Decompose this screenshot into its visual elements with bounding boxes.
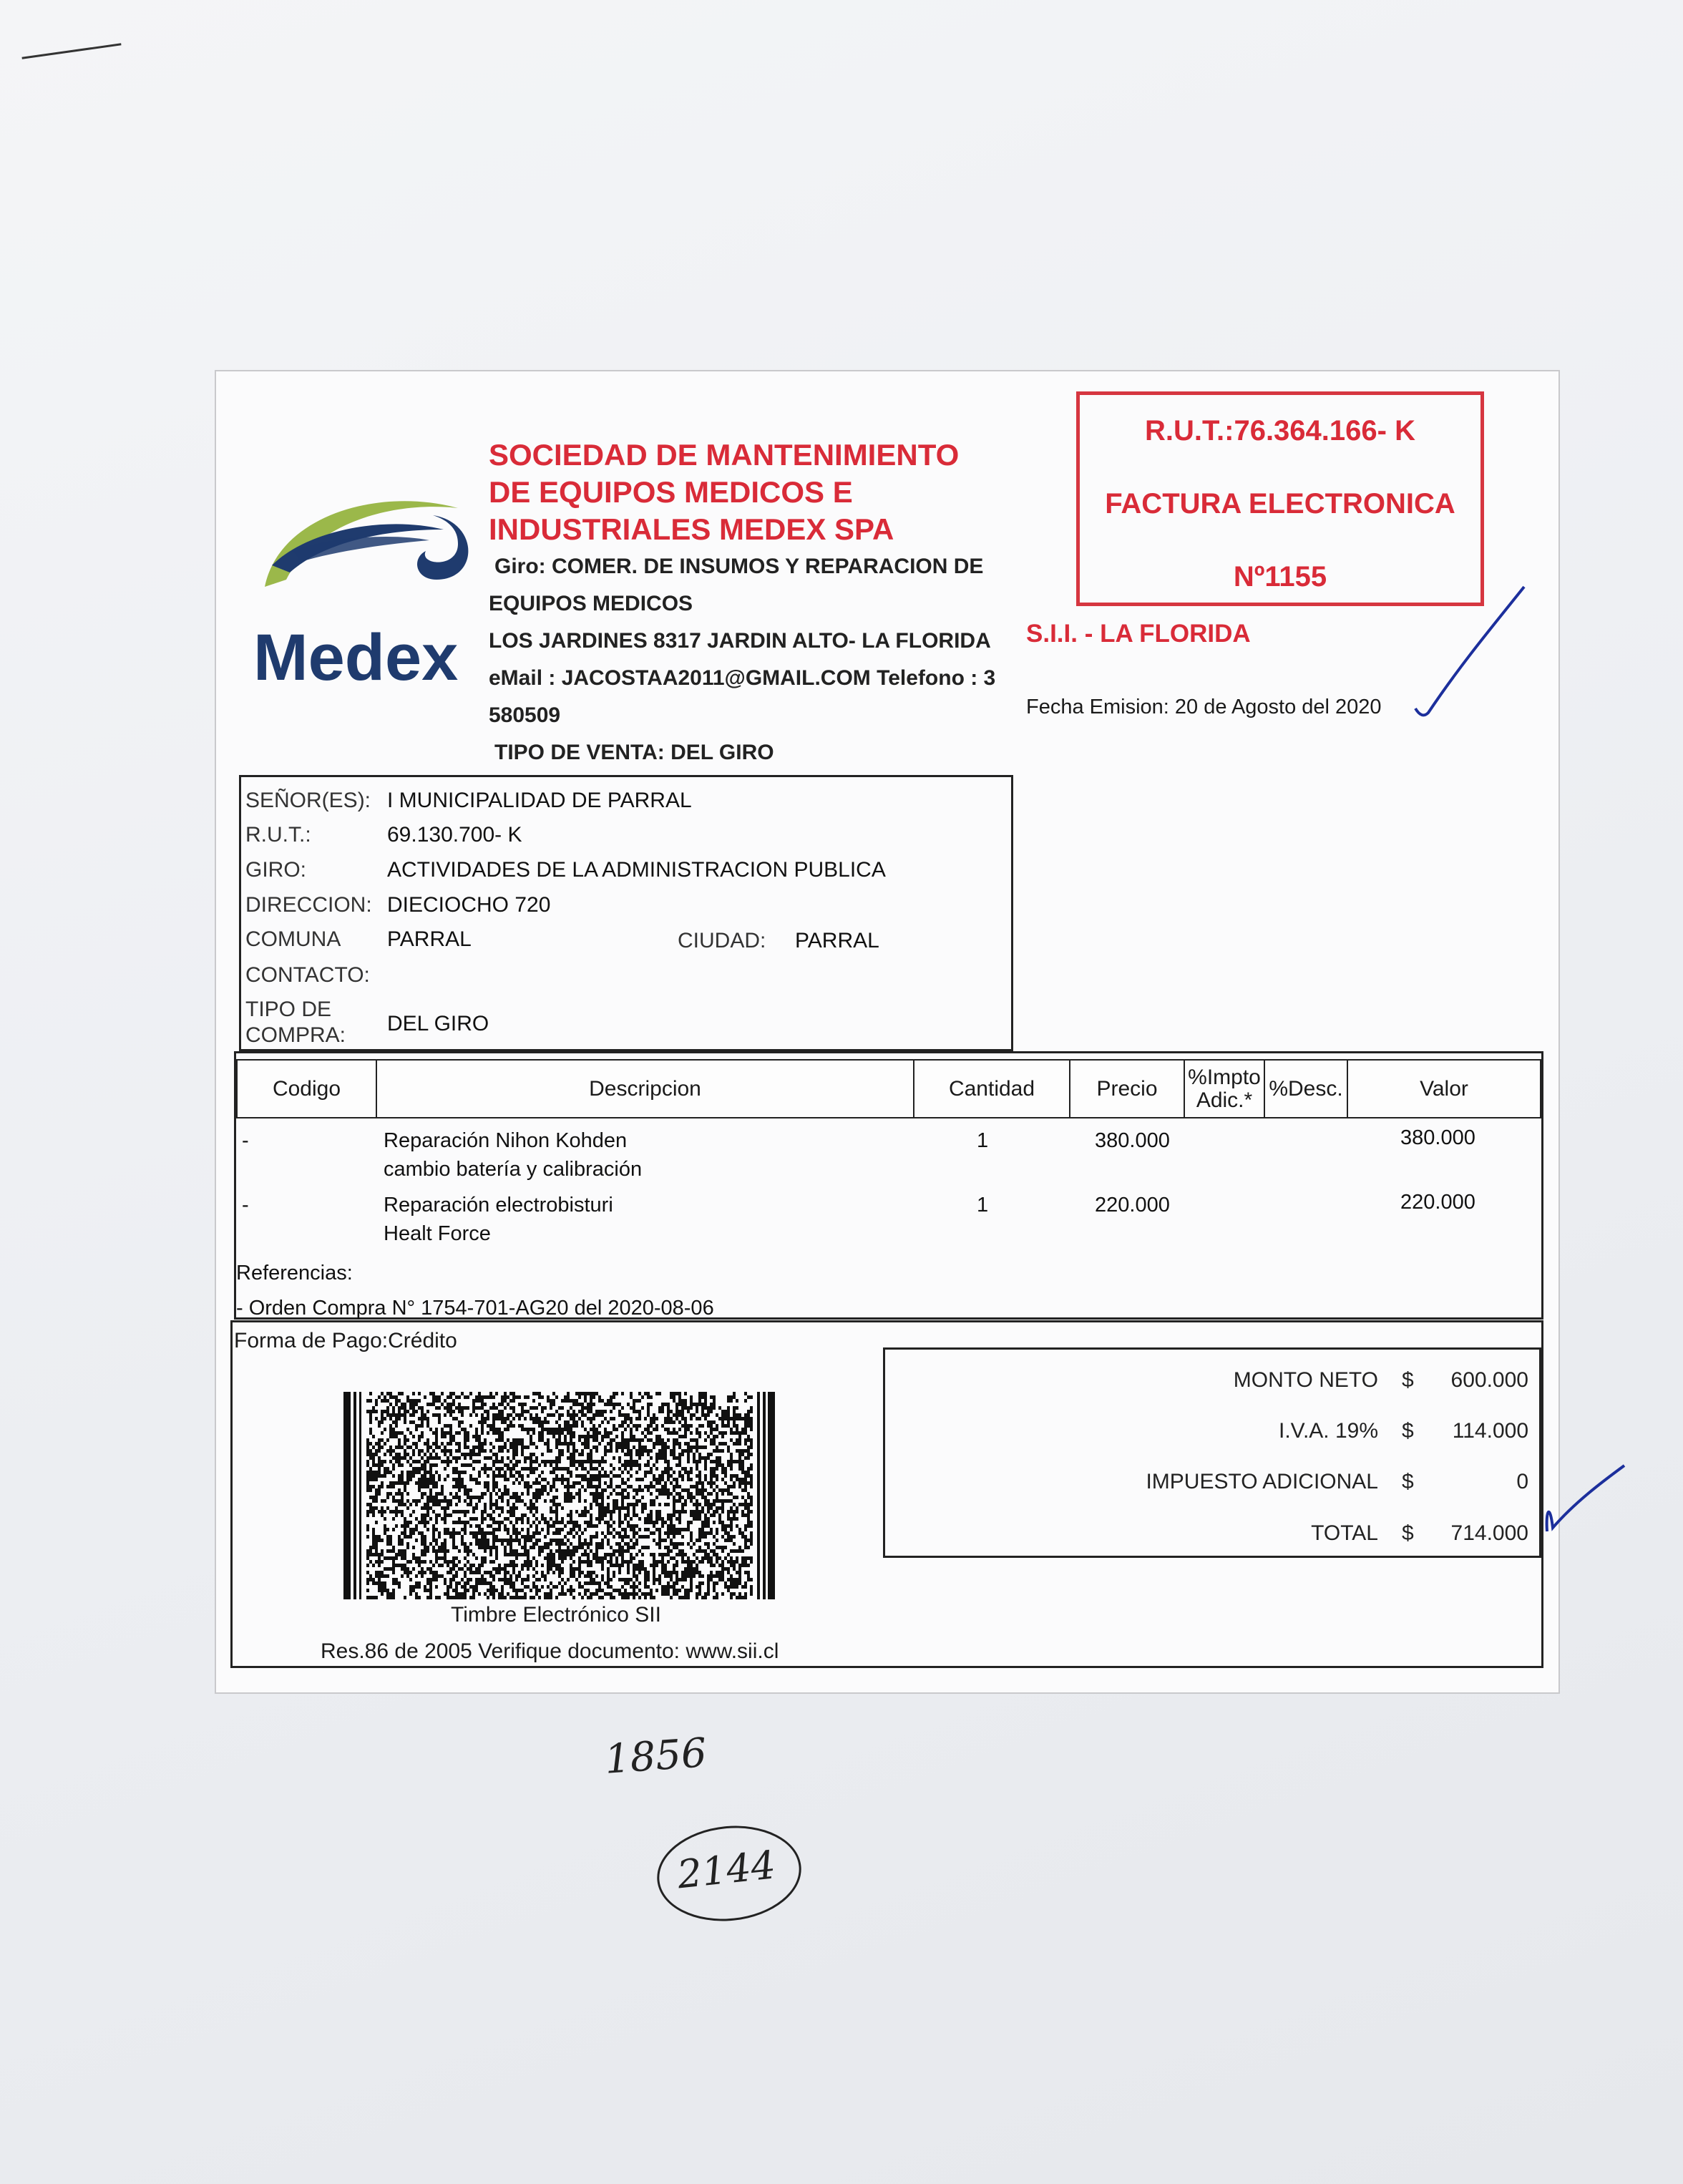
issue-date-label: Fecha Emision: — [1026, 696, 1169, 718]
row-valor: 380.000 — [1400, 1126, 1475, 1149]
tipo-compra-label — [245, 997, 346, 1048]
currency-symbol: $ — [1402, 1368, 1414, 1392]
company-email-phone: eMail : JACOSTAA2011@GMAIL.COM Telefono : 3 — [489, 666, 996, 690]
client-info-box — [239, 775, 1013, 1051]
direccion-label: DIRECCION: — [245, 893, 372, 917]
row-precio: 380.000 — [1095, 1129, 1170, 1152]
header-precio: Precio — [1069, 1059, 1185, 1118]
tipo-venta: TIPO DE VENTA: DEL GIRO — [494, 741, 774, 764]
totals-box — [883, 1347, 1541, 1558]
currency-symbol: $ — [1402, 1419, 1414, 1443]
header-impto-2: Adic.* — [1196, 1088, 1253, 1112]
row-cantidad: 1 — [977, 1129, 989, 1152]
invoice-number: Nº1155 — [1233, 561, 1327, 593]
company-phone-cont: 580509 — [489, 703, 561, 727]
monto-neto-value: 600.000 — [1450, 1368, 1528, 1392]
client-giro-value: ACTIVIDADES DE LA ADMINISTRACION PUBLICA — [387, 858, 886, 882]
currency-symbol: $ — [1402, 1470, 1414, 1493]
row-description-line: Healt Force — [384, 1222, 491, 1245]
row-description — [384, 1126, 642, 1184]
checkmark-icon — [1531, 1460, 1631, 1546]
company-address: LOS JARDINES 8317 JARDIN ALTO- LA FLORIDA — [489, 629, 991, 653]
logo-text: Medex — [253, 621, 459, 694]
tipo-compra-label-1: TIPO DE — [245, 998, 332, 1021]
header-cantidad: Cantidad — [913, 1059, 1070, 1118]
company-name-line: INDUSTRIALES MEDEX SPA — [489, 512, 894, 546]
row-description-line: cambio batería y calibración — [384, 1158, 643, 1181]
impuesto-adicional-label: IMPUESTO ADICIONAL — [1146, 1470, 1378, 1493]
sii-resolution: Res.86 de 2005 Verifique documento: www.sii.cl — [321, 1639, 779, 1663]
row-codigo: - — [242, 1194, 249, 1217]
header-impto — [1184, 1059, 1265, 1118]
issue-date-value: 20 de Agosto del 2020 — [1174, 696, 1382, 718]
company-giro-cont: EQUIPOS MEDICOS — [489, 592, 693, 615]
row-codigo: - — [242, 1129, 249, 1152]
ciudad-label: CIUDAD: — [678, 929, 766, 952]
barcode-icon — [343, 1392, 775, 1599]
sii-office: S.I.I. - LA FLORIDA — [1026, 620, 1251, 648]
company-header — [489, 437, 1033, 771]
checkmark-icon — [1402, 580, 1531, 723]
contacto-label: CONTACTO: — [245, 963, 370, 987]
ciudad-value: PARRAL — [795, 929, 879, 952]
medex-logo — [250, 472, 494, 708]
client-giro-label: GIRO: — [245, 858, 307, 882]
total-label: TOTAL — [1311, 1521, 1378, 1545]
document-type: FACTURA ELECTRONICA — [1105, 488, 1455, 520]
circled-note — [653, 1819, 806, 1928]
tipo-compra-label-2: COMPRA: — [245, 1023, 346, 1047]
row-description-line: Reparación Nihon Kohden — [384, 1129, 628, 1152]
document-id-box — [1076, 391, 1484, 606]
header-codigo: Codigo — [236, 1059, 377, 1118]
company-name-line: DE EQUIPOS MEDICOS E — [489, 475, 853, 509]
header-desc: %Desc. — [1264, 1059, 1348, 1118]
issuer-rut: R.U.T.:76.364.166- K — [1145, 415, 1415, 447]
iva-value: 114.000 — [1452, 1419, 1528, 1443]
company-giro: Giro: COMER. DE INSUMOS Y REPARACION DE — [494, 555, 984, 578]
items-table — [234, 1051, 1543, 1320]
currency-symbol: $ — [1402, 1521, 1414, 1545]
impuesto-adicional-value: 0 — [1516, 1470, 1528, 1493]
forma-de-pago: Forma de Pago:Crédito — [234, 1329, 457, 1352]
timbre-label: Timbre Electrónico SII — [451, 1603, 661, 1627]
issue-date — [1026, 696, 1382, 719]
header-valor: Valor — [1347, 1059, 1541, 1118]
handwritten-circled-number: 2144 — [675, 1842, 778, 1898]
header-impto-1: %Impto — [1188, 1065, 1261, 1089]
row-valor: 220.000 — [1400, 1191, 1475, 1214]
total-value: 714.000 — [1450, 1521, 1528, 1545]
handwritten-number: 1856 — [603, 1730, 708, 1783]
senores-label: SEÑOR(ES): — [245, 789, 371, 812]
tipo-compra-value: DEL GIRO — [387, 1012, 489, 1035]
timbre-barcode — [343, 1392, 775, 1599]
client-rut-value: 69.130.700- K — [387, 823, 522, 847]
senores-value: I MUNICIPALIDAD DE PARRAL — [387, 789, 692, 812]
comuna-value: PARRAL — [387, 927, 472, 951]
row-cantidad: 1 — [977, 1194, 989, 1217]
row-description-line: Reparación electrobisturi — [384, 1194, 613, 1217]
client-rut-label: R.U.T.: — [245, 823, 311, 847]
company-name-line: SOCIEDAD DE MANTENIMIENTO — [489, 438, 960, 472]
iva-label: I.V.A. 19% — [1279, 1419, 1378, 1443]
referencia-orden-compra: - Orden Compra N° 1754-701-AG20 del 2020-08-06 — [236, 1297, 714, 1320]
row-precio: 220.000 — [1095, 1194, 1170, 1217]
row-description — [384, 1191, 613, 1248]
direccion-value: DIECIOCHO 720 — [387, 893, 551, 917]
swoosh-logo-icon — [250, 472, 494, 708]
stray-pen-mark — [21, 43, 121, 59]
header-descripcion: Descripcion — [376, 1059, 914, 1118]
comuna-label: COMUNA — [245, 927, 341, 951]
referencias-label: Referencias: — [236, 1262, 353, 1284]
monto-neto-label: MONTO NETO — [1233, 1368, 1378, 1392]
